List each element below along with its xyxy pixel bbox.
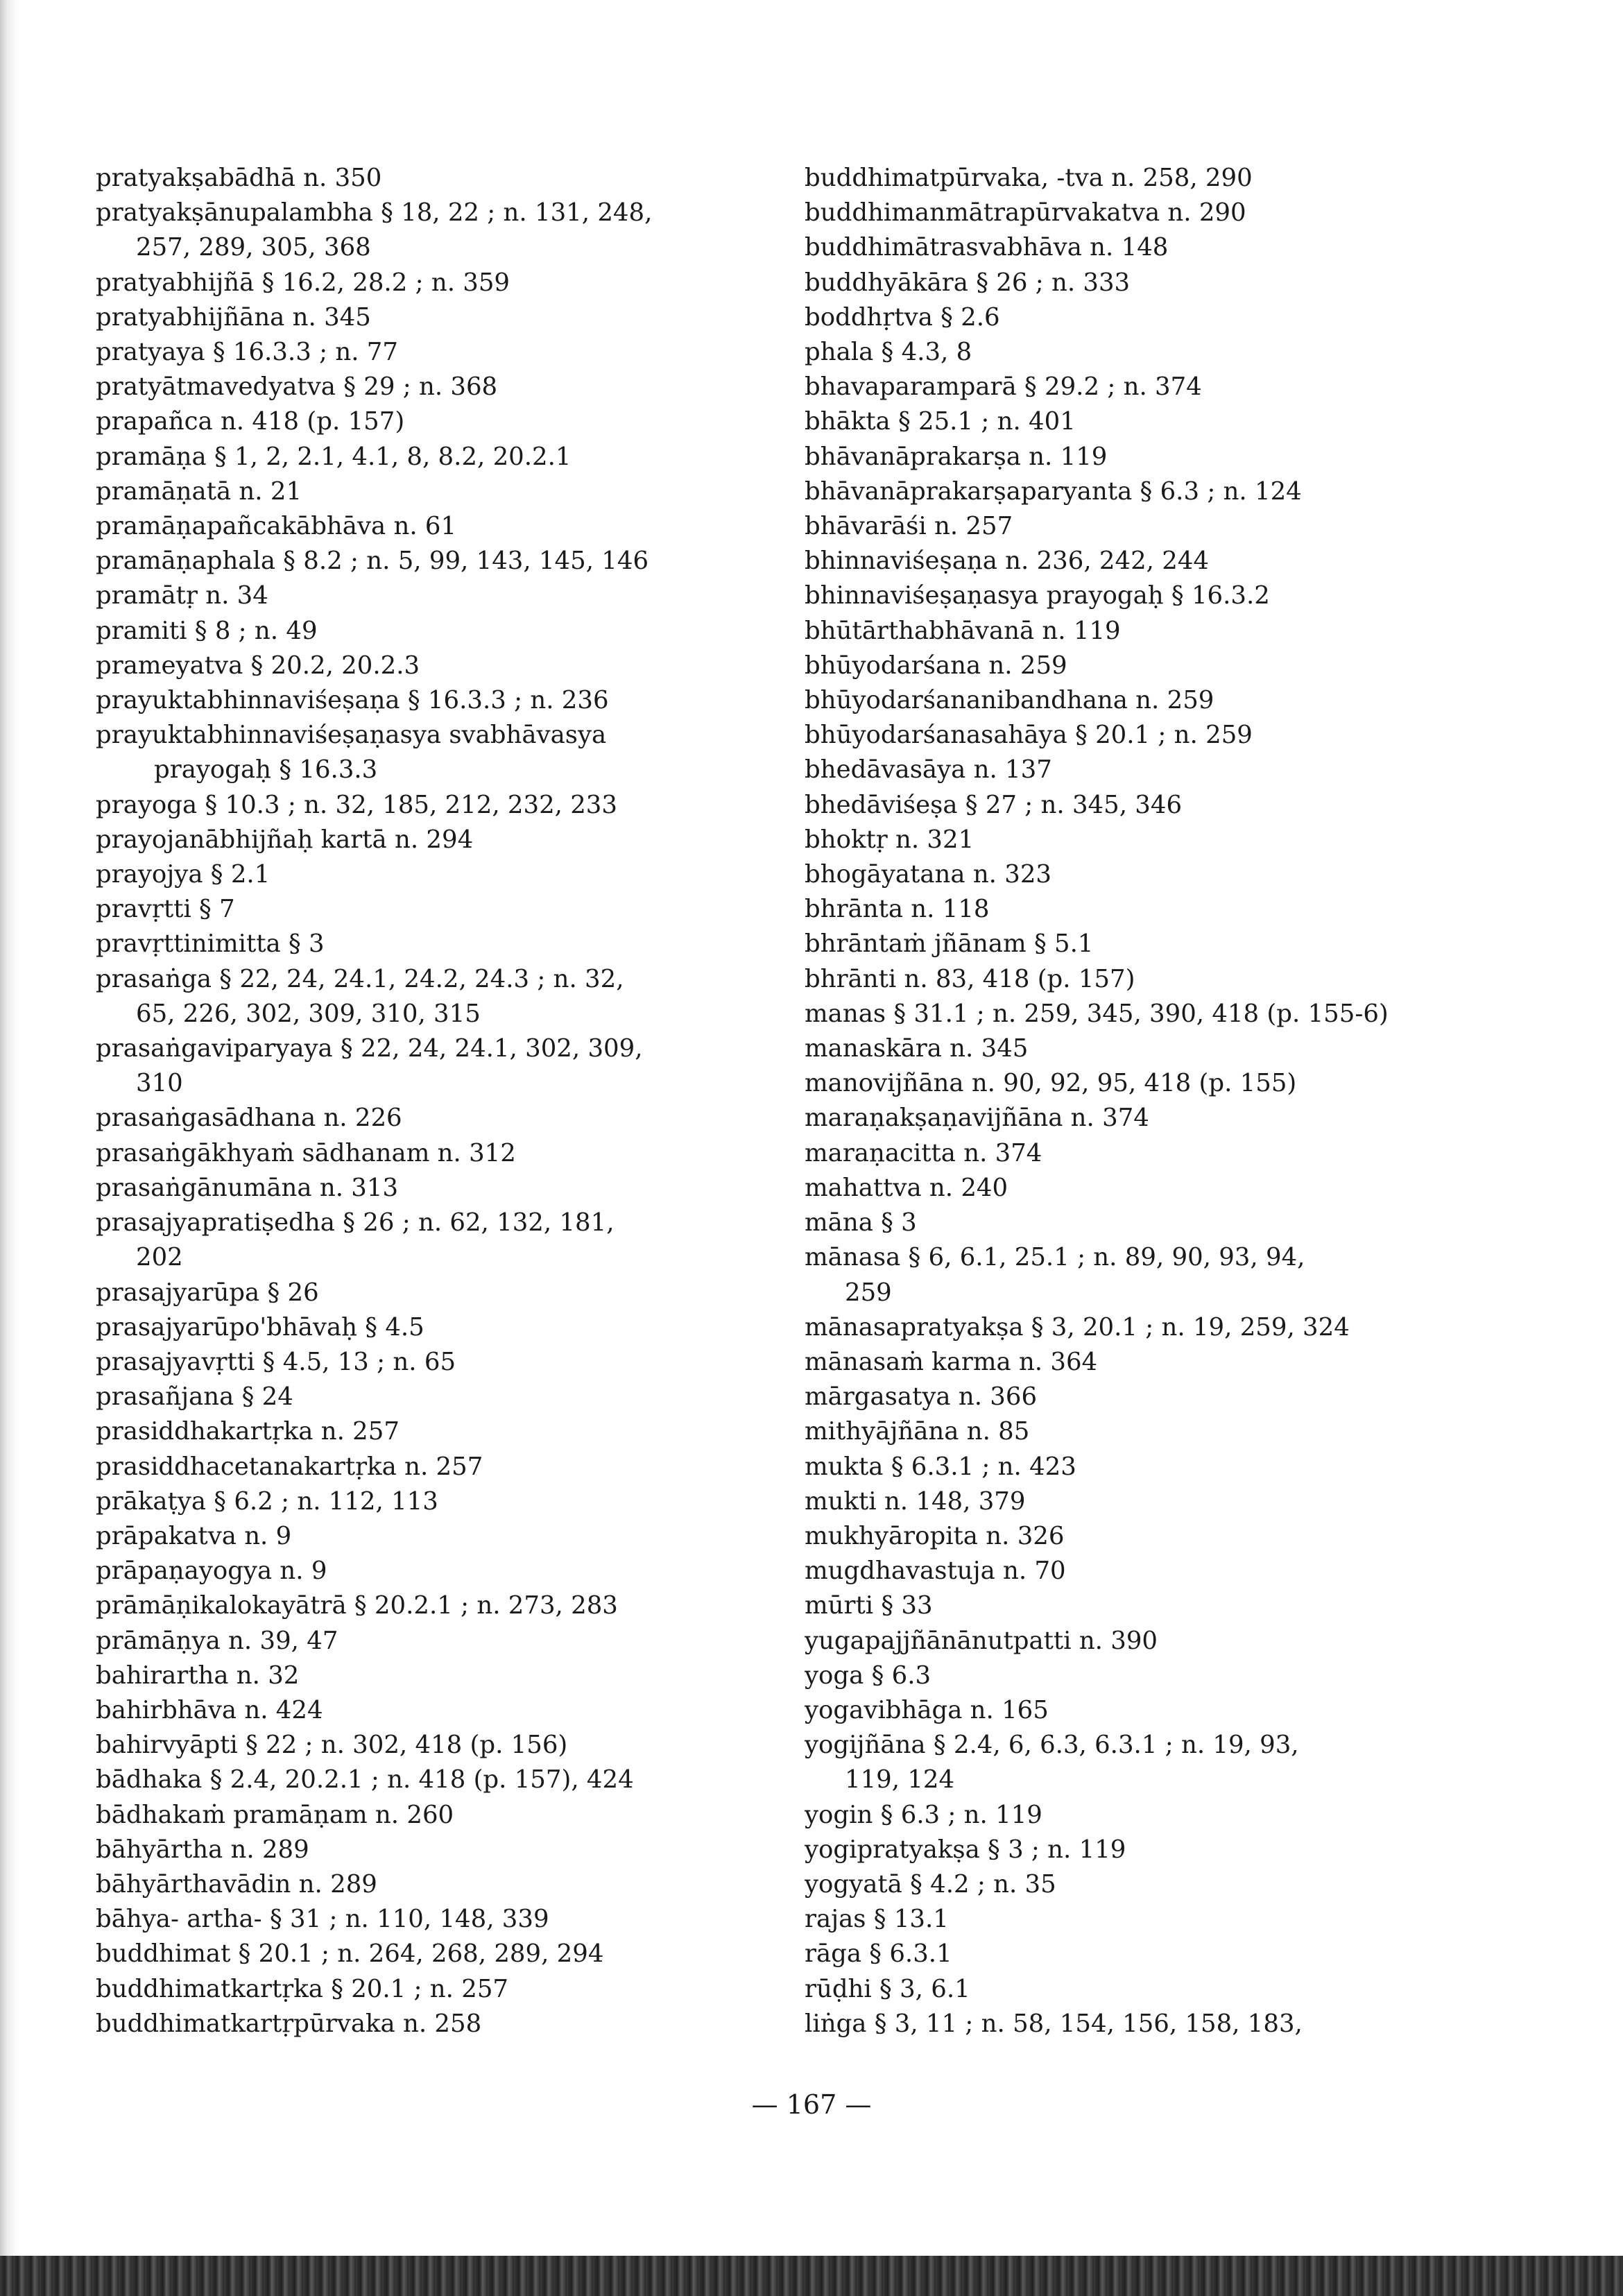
index-entry: bhrānti n. 83, 418 (p. 157) — [805, 964, 1135, 993]
index-entry: prasaṅga § 22, 24, 24.1, 24.2, 24.3 ; n. 32, — [96, 964, 624, 993]
index-entry: yogyatā § 4.2 ; n. 35 — [805, 1869, 1056, 1899]
index-entry: prayoga § 10.3 ; n. 32, 185, 212, 232, 233 — [96, 790, 617, 819]
index-entry: bhedāvasāya n. 137 — [805, 755, 1052, 785]
index-entry: pratyakṣānupalambha § 18, 22 ; n. 131, 248, — [96, 198, 653, 228]
index-entry: pramāṇatā n. 21 — [96, 477, 302, 506]
index-entry: prasajyavṛtti § 4.5, 13 ; n. 65 — [96, 1347, 456, 1376]
index-entry: prāmāṇikalokayātrā § 20.2.1 ; n. 273, 283 — [96, 1591, 618, 1620]
index-entry-continuation: 119, 124 — [845, 1765, 955, 1794]
index-entry: bahirvyāpti § 22 ; n. 302, 418 (p. 156) — [96, 1731, 568, 1760]
index-entry: bhūyodarśana n. 259 — [805, 651, 1067, 680]
index-entry: mukta § 6.3.1 ; n. 423 — [805, 1452, 1076, 1481]
index-entry: pramāṇa § 1, 2, 2.1, 4.1, 8, 8.2, 20.2.1 — [96, 442, 572, 471]
index-entry: maraṇakṣaṇavijñāna n. 374 — [805, 1104, 1149, 1133]
index-entry: mārgasatya n. 366 — [805, 1382, 1038, 1412]
scan-edge-shadow — [0, 0, 18, 2296]
index-entry: mānasa § 6, 6.1, 25.1 ; n. 89, 90, 93, 94, — [805, 1243, 1305, 1272]
index-entry: pravṛtti § 7 — [96, 895, 235, 924]
index-entry: mugdhavastuja n. 70 — [805, 1557, 1066, 1586]
index-column-left — [96, 161, 789, 2041]
index-entry: bhūyodarśananibandhana n. 259 — [805, 686, 1214, 715]
index-entry: manaskāra n. 345 — [805, 1034, 1029, 1063]
index-entry: pramāṇaphala § 8.2 ; n. 5, 99, 143, 145, 146 — [96, 547, 649, 576]
index-entry: pratyaya § 16.3.3 ; n. 77 — [96, 338, 398, 367]
index-entry: bhrāntaṁ jñānam § 5.1 — [805, 929, 1094, 959]
index-entry: pratyakṣabādhā n. 350 — [96, 164, 382, 192]
page-number: — 167 — — [751, 2089, 872, 2120]
index-entry: prasajyarūpo'bhāvaḥ § 4.5 — [96, 1312, 424, 1342]
index-entry: bhedāviśeṣa § 27 ; n. 345, 346 — [805, 790, 1183, 819]
index-entry: mahattva n. 240 — [805, 1173, 1008, 1202]
index-entry: boddhṛtva § 2.6 — [805, 302, 1000, 332]
index-entry: yogijñāna § 2.4, 6, 6.3, 6.3.1 ; n. 19, 93, — [805, 1731, 1299, 1760]
index-entry: manovijñāna n. 90, 92, 95, 418 (p. 155) — [805, 1069, 1297, 1098]
index-entry: buddhimat § 20.1 ; n. 264, 268, 289, 294 — [96, 1939, 604, 1969]
index-entry-continuation: 310 — [136, 1069, 183, 1098]
index-entry: rāga § 6.3.1 — [805, 1939, 952, 1969]
index-entry: yogin § 6.3 ; n. 119 — [805, 1800, 1042, 1829]
index-entry: pratyabhijñā § 16.2, 28.2 ; n. 359 — [96, 268, 510, 297]
index-entry: pratyabhijñāna n. 345 — [96, 302, 371, 332]
index-entry: prākaṭya § 6.2 ; n. 112, 113 — [96, 1487, 438, 1516]
index-entry: buddhyākāra § 26 ; n. 333 — [805, 268, 1131, 297]
index-entry: bhūyodarśanasahāya § 20.1 ; n. 259 — [805, 721, 1253, 750]
index-entry-continuation: 202 — [136, 1243, 183, 1272]
index-entry: bahirbhāva n. 424 — [96, 1695, 323, 1724]
index-entry: bādhakaṁ pramāṇam n. 260 — [96, 1800, 454, 1829]
index-entry: buddhimātrasvabhāva n. 148 — [805, 233, 1169, 262]
index-entry: prāpakatva n. 9 — [96, 1521, 292, 1550]
index-entry: prapañca n. 418 (p. 157) — [96, 407, 405, 436]
index-entry: liṅga § 3, 11 ; n. 58, 154, 156, 158, 183, — [805, 2009, 1303, 2038]
index-entry: rūḍhi § 3, 6.1 — [805, 1974, 970, 2003]
index-entry: mānasaṁ karma n. 364 — [805, 1347, 1098, 1376]
index-entry: buddhimatpūrvaka, -tva n. 258, 290 — [805, 164, 1253, 192]
index-entry: prāmāṇya n. 39, 47 — [96, 1626, 338, 1655]
index-entry: bhogāyatana n. 323 — [805, 860, 1052, 889]
index-entry: prayuktabhinnaviśeṣaṇasya svabhāvasya — [96, 721, 607, 750]
index-entry: bhūtārthabhāvanā n. 119 — [805, 616, 1121, 645]
index-entry: rajas § 13.1 — [805, 1905, 949, 1934]
index-entry: prasajyarūpa § 26 — [96, 1278, 319, 1307]
index-entry: manas § 31.1 ; n. 259, 345, 390, 418 (p. 155-6) — [805, 999, 1389, 1028]
index-entry: buddhimatkartṛpūrvaka n. 258 — [96, 2009, 482, 2038]
index-entry: phala § 4.3, 8 — [805, 338, 972, 367]
index-entry: bhāvarāśi n. 257 — [805, 512, 1013, 541]
index-entry: bhāvanāprakarṣa n. 119 — [805, 442, 1108, 471]
index-entry: māna § 3 — [805, 1208, 917, 1237]
index-entry: prasaṅgānumāna n. 313 — [96, 1173, 399, 1202]
index-entry: pratyātmavedyatva § 29 ; n. 368 — [96, 372, 498, 402]
index-entry: yoga § 6.3 — [805, 1661, 931, 1690]
index-entry: bādhaka § 2.4, 20.2.1 ; n. 418 (p. 157), 424 — [96, 1765, 634, 1794]
index-entry: bhoktṛ n. 321 — [805, 825, 974, 854]
index-entry: prasiddhacetanakartṛka n. 257 — [96, 1452, 483, 1481]
index-entry: prāpaṇayogya n. 9 — [96, 1557, 327, 1586]
index-entry: pramātṛ n. 34 — [96, 581, 268, 610]
scan-bottom-band — [0, 2256, 1623, 2296]
index-entry: pravṛttinimitta § 3 — [96, 929, 325, 959]
index-entry: yugapajjñānānutpatti n. 390 — [805, 1626, 1158, 1655]
index-entry: yogavibhāga n. 165 — [805, 1695, 1049, 1724]
index-entry: mukhyāropita n. 326 — [805, 1521, 1065, 1550]
index-entry-continuation: 257, 289, 305, 368 — [136, 233, 371, 262]
index-entry: mithyājñāna n. 85 — [805, 1417, 1030, 1446]
index-entry: prameyatva § 20.2, 20.2.3 — [96, 651, 420, 680]
index-entry: buddhimanmātrapūrvakatva n. 290 — [805, 198, 1246, 228]
index-entry: bahirartha n. 32 — [96, 1661, 300, 1690]
index-column-right — [805, 161, 1498, 2041]
index-entry: pramiti § 8 ; n. 49 — [96, 616, 318, 645]
index-entry: bāhyārthavādin n. 289 — [96, 1869, 377, 1899]
index-entry: bhavaparamparā § 29.2 ; n. 374 — [805, 372, 1202, 402]
index-entry: buddhimatkartṛka § 20.1 ; n. 257 — [96, 1974, 508, 2003]
index-entry: prasaṅgaviparyaya § 22, 24, 24.1, 302, 309, — [96, 1034, 643, 1063]
index-entry: pramāṇapañcakābhāva n. 61 — [96, 512, 457, 541]
index-entry: prayuktabhinnaviśeṣaṇa § 16.3.3 ; n. 236 — [96, 686, 609, 715]
index-entry: bhinnaviśeṣaṇa n. 236, 242, 244 — [805, 547, 1210, 576]
index-entry: bhāvanāprakarṣaparyanta § 6.3 ; n. 124 — [805, 477, 1302, 506]
index-entry: bhākta § 25.1 ; n. 401 — [805, 407, 1076, 436]
index-entry: bāhyārtha n. 289 — [96, 1835, 309, 1864]
index-entry: mukti n. 148, 379 — [805, 1487, 1026, 1516]
index-entry: mūrti § 33 — [805, 1591, 933, 1620]
index-entry: prasaṅgasādhana n. 226 — [96, 1104, 402, 1133]
index-entry: prasiddhakartṛka n. 257 — [96, 1417, 400, 1446]
index-entry: prasaṅgākhyaṁ sādhanam n. 312 — [96, 1138, 516, 1167]
index-entry: prasañjana § 24 — [96, 1382, 293, 1412]
index-entry: bhinnaviśeṣaṇasya prayogaḥ § 16.3.2 — [805, 581, 1270, 610]
index-entry: prayojanābhijñaḥ kartā n. 294 — [96, 825, 474, 854]
index-entry-continuation: 65, 226, 302, 309, 310, 315 — [136, 999, 481, 1028]
index-entry: prasajyapratiṣedha § 26 ; n. 62, 132, 181, — [96, 1208, 615, 1237]
index-entry-continuation: 259 — [845, 1278, 892, 1307]
index-entry: bāhya- artha- § 31 ; n. 110, 148, 339 — [96, 1905, 549, 1934]
index-entry: prayojya § 2.1 — [96, 860, 270, 889]
index-entry: mānasapratyakṣa § 3, 20.1 ; n. 19, 259, 324 — [805, 1312, 1350, 1342]
index-entry: bhrānta n. 118 — [805, 895, 990, 924]
index-entry: maraṇacitta n. 374 — [805, 1138, 1042, 1167]
index-entry: yogipratyakṣa § 3 ; n. 119 — [805, 1835, 1126, 1864]
index-entry-continuation: prayogaḥ § 16.3.3 — [154, 755, 378, 785]
